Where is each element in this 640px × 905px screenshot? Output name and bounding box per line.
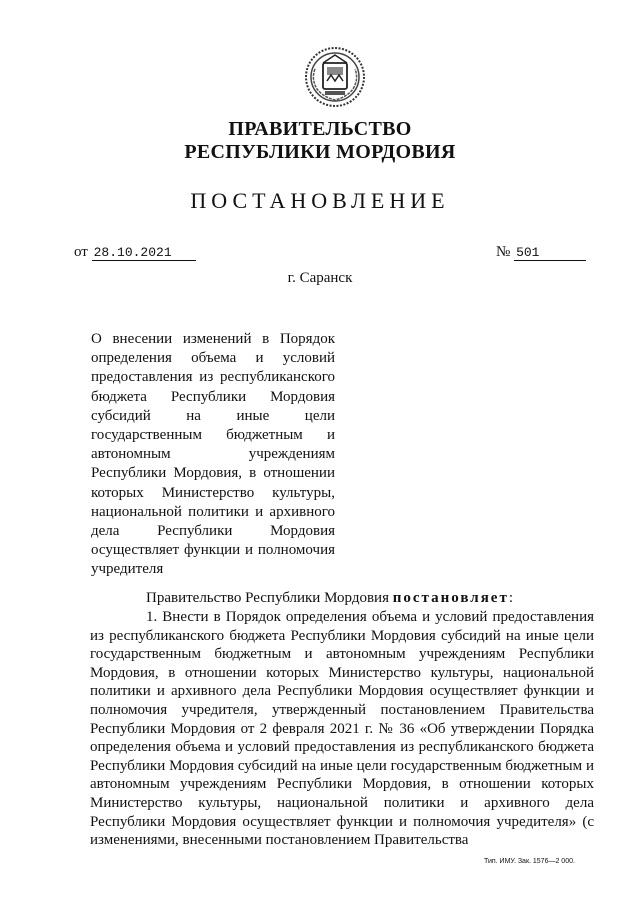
preamble-suffix: : xyxy=(508,590,514,606)
preamble-text: Правительство Республики Мордовия xyxy=(146,590,389,606)
document-date: 28.10.2021 xyxy=(92,245,196,261)
document-type-title: ПОСТАНОВЛЕНИЕ xyxy=(190,188,450,213)
organization-name-line2: РЕСПУБЛИКИ МОРДОВИЯ xyxy=(184,141,456,163)
organization-name-line1: ПРАВИТЕЛЬСТВО xyxy=(228,118,412,140)
body-paragraph: 1. Внести в Порядок определения объема и условий предоставления из республиканского бюджета Республики Мордовия субсидий на иные цели государственным бюджетным и автономным учреждениям Республики Мордовия, в отношении которых Министерство культуры, национальной политики и архивного дела Республики Мордовия осуществляет функции и полномочия учредителя, утвержденный постановлением Правительства Республики Мордовия от 2 февраля 2021 г. № 36 «Об утверждении Порядка определения объема и условий предоставления из республиканского бюджета Республики Мордовия субсидий на иные цели государственным бюджетным и автономным учреждениям Республики Мордовия, в отношении которых Министерство культуры, национальной политики и архивного дела Республики Мордовия осуществляет функции и полномочия учредителя» (с изменениями, внесенными постановлением Правительства xyxy=(90,609,594,849)
date-field xyxy=(74,244,196,261)
number-prefix: № xyxy=(496,244,511,260)
print-info: Тип. ИМУ. Зак. 1576—2 000. xyxy=(484,858,575,865)
date-prefix: от xyxy=(74,244,88,260)
preamble-resolves: постановляет xyxy=(392,590,509,606)
document-subject: О внесении изменений в Порядок определения объема и условий предоставления из республиканского бюджета Республики Мордовия субсидий на иные цели государственным бюджетным и автономным учреждениям Республики Мордовия, в отношении которых Министерство культуры, национальной политики и архивного дела Республики Мордовия осуществляет функции и полномочия учредителя xyxy=(91,331,335,578)
preamble xyxy=(146,590,513,607)
coat-of-arms-emblem xyxy=(303,45,367,109)
document-number: 501 xyxy=(514,245,586,261)
number-field xyxy=(496,244,586,261)
city: г. Саранск xyxy=(287,270,353,286)
